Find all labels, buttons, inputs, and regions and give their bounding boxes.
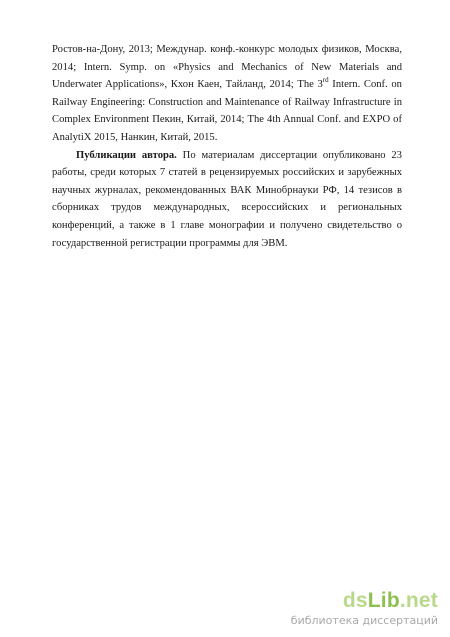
text-line: 2015, Нанкин, Китай, 2015. [94, 131, 218, 143]
watermark [291, 590, 438, 627]
section-heading: Публикации автора. [76, 149, 177, 161]
logo-tld: .net [399, 589, 438, 612]
paragraph-publications [52, 147, 402, 253]
text-line: Ростов-на-Дону, 2013; Междунар. конф.-конкурс молодых физиков, Москва, 2014; [52, 44, 402, 73]
watermark-subtitle: библиотека диссертаций [290, 614, 438, 627]
body-text [52, 41, 402, 252]
text-line: Environment Пекин, Китай, 2014; The 4th Annual Conf. and EXPO of AnalytiX [52, 114, 402, 143]
text-line: Engineering: Construction and Maintenance of Railway Infrastructure in Complex [52, 96, 402, 126]
ordinal-superscript: rd [322, 76, 329, 85]
text-line: Intern. Conf. on Railway [52, 79, 402, 108]
paragraph-body: По материалам диссертации опубликовано 23 работы, среди которых 7 статей в рецензируемых российских и зарубежных научных журналах, рекомендованных ВАК Минобрнауки РФ, 14 тезисов в сборниках трудов международных, всероссийских и региональных конференций, а также в 1 главе монографии и получено свидетельство о государственной регистрации программы для ЭВМ. [52, 149, 402, 249]
watermark-logo [291, 590, 438, 612]
text-line: Intern. Symp. on «Physics and Mechanics of New Materials and Underwater [52, 61, 402, 91]
logo-ds: ds [342, 589, 368, 612]
text-line: Applications», Кхон Каен, Тайланд, 2014; The 3 [105, 79, 323, 91]
logo-lib: Lib [367, 589, 400, 612]
paragraph-venues [52, 41, 402, 147]
